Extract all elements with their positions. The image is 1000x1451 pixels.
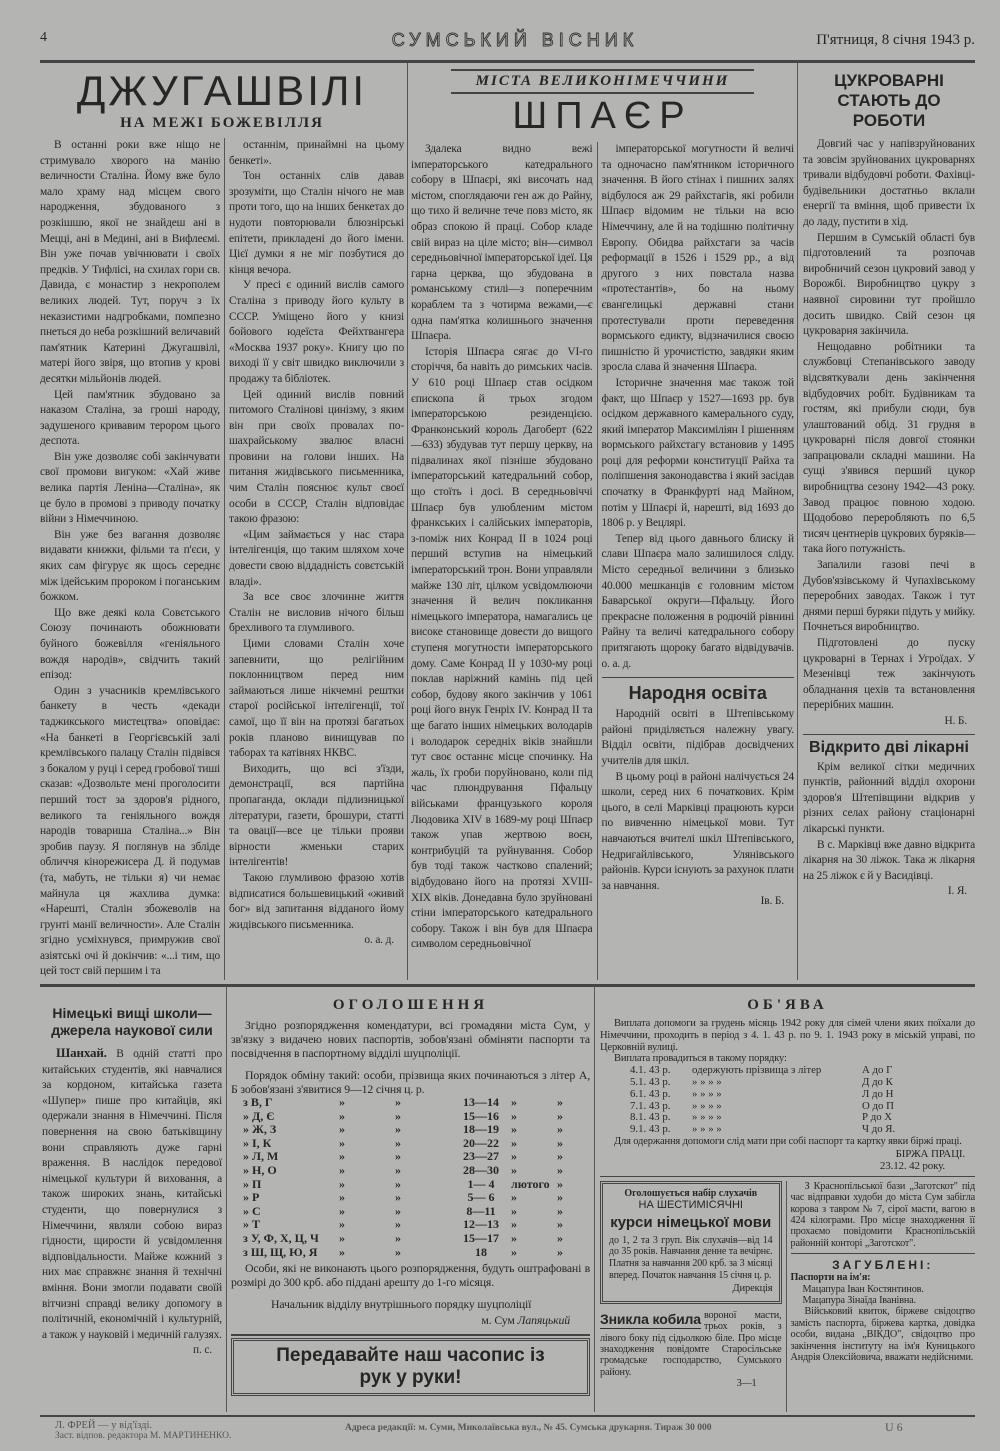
- schedule-ditto: »: [339, 1244, 345, 1259]
- page-number: 4: [40, 30, 47, 45]
- lost-text: Військовий квиток, біржеве свідоцтво замість паспорта, біржева картка, довідка особи, видана „ВІКДО", свідоцтво про закінчення інституту на ім'я Куницького Андрія Олексійовича, вважати недійсними.: [790, 1306, 975, 1364]
- paragraph: Запалили газові печі в Дубов'язівському й Чупахівському переробних заводах. Також і тут днями перші буряки підуть у мийку. Почнеться виробництво.: [803, 559, 975, 634]
- paragraph: Підготовлені до пуску цукроварні в Тернах і Угроїдах. У Мезенівці теж закінчують обладнання цехів та встановлення перерібних машин.: [803, 637, 975, 712]
- notice-range: А до Г: [862, 1064, 893, 1077]
- paragraph: Такою глумливою фразою хотів відписатися большевицький «живий бог» від запитання відданого йому жидівського письменника.: [229, 871, 404, 931]
- schedule-ditto: »: [395, 1095, 401, 1110]
- schools-body: В одній статті про китайських студентів, які навчалися за кордоном, китайська газета «Шупер» пише про китайців, які одержали знання в Німеччині. Після повернення на свою батьківщину вони справляють дуже гарні враження. В наслідок передової німецької культури й виховання, а також широких знань, китайські студенти, що повернулися з Німеччини, являли собою вираз гідности, щирости й усвідомлення відповідальности. Майже кожний з них має справжнє знання й технічні вміння. Вони змогли подавати своїй вітчизні справді велику допомогу в політичній, економічній і культурній, а також у науковій і медичній галузях.: [42, 1048, 222, 1341]
- schedule-letters: » С: [243, 1203, 261, 1218]
- sugar-headline: ЦУКРОВАРНІ СТАЮТЬ ДО РОБОТИ: [834, 71, 944, 130]
- schedule-ditto: »: [339, 1163, 345, 1178]
- schedule-letters: з У, Ф, Х, Ц, Ч: [243, 1231, 319, 1245]
- courses-sign: Дирекція: [732, 1283, 773, 1295]
- schedule-letters: » І, К: [243, 1135, 272, 1150]
- speyer-article: [407, 63, 797, 980]
- address: Адреса редакції: м. Суми, Миколаївська вул., № 45. Сумська друкарня. Тираж 30 000: [345, 1423, 712, 1434]
- editor-2: Заст. відпов. редактора М. МАРТИНЕНКО.: [55, 1431, 232, 1442]
- schedule-ditto: »: [339, 1149, 345, 1164]
- paragraph: імператорської могутности й величі та одночасно пам'ятником історичного значення. В його стінах і пишних залях відбулося аж 29 райхстагів, які робили Шпаєр відомим не тільки на всю Німеччину, але й на тодішню політичну Европу. Обидва райхстаги за часів реформації в 1526 і 1529 рр., а від другого з них повстала назва «протестантів», бо на ньому євангелицькі державні стани протестували проти переведення вормського едикту, відзначилися своєю пишністю й урочистістю, завдяки яким зросла слава й значення Шпаєра.: [601, 143, 794, 374]
- announcement-penalty: Особи, які не виконають цього розпорядження, будуть оштрафовані в розмірі до 300 крб. або піддані арешту до 1-го місяця.: [231, 1261, 590, 1290]
- notice-who: » » » »: [692, 1076, 722, 1089]
- schedule-letters: » Р: [243, 1190, 260, 1205]
- education-text: [602, 707, 794, 894]
- stalin-col1: [40, 138, 224, 980]
- paragraph: Тон останніх слів давав зрозуміти, що Сталін нічого не мав проти того, що на інших бенкетах до нудоти повторювали блюзнірські епітети, прикладені до його імени. Цієї думки я не міг позбутися до кінця вечора.: [229, 170, 404, 276]
- paragraph: В с. Марківці вже давно відкрита лікарня на 30 ліжок. Така ж лікарня на 25 ліжок є й у Васидівці.: [803, 838, 975, 882]
- announcement-city: м. Сум: [481, 1312, 515, 1327]
- schedule-month: »: [511, 1231, 517, 1245]
- schedule-dates: 15—17: [463, 1231, 499, 1245]
- schedule-ditto: »: [557, 1122, 563, 1137]
- schedule-dates: 23—27: [463, 1149, 499, 1164]
- schedule-ditto: »: [557, 1176, 563, 1191]
- notice-range: Р до Х: [862, 1111, 893, 1124]
- section-kicker: МІСТА ВЕЛИКОНІМЕЧЧИНИ: [451, 69, 754, 94]
- paragraph: Що вже деякі кола Совєтського Союзу починають обожнювати буйного божевілля «геніяльного вождя народів», свідчить такий епізод:: [40, 606, 220, 682]
- notice-row: [630, 1089, 975, 1101]
- notice-who: одержують прізвища з літер: [692, 1064, 822, 1077]
- signature: Ів. Б.: [760, 895, 784, 908]
- notice-title: ОБ'ЯВА: [747, 997, 828, 1014]
- schedule-ditto: »: [557, 1244, 563, 1259]
- schedule-ditto: »: [557, 1217, 563, 1232]
- divider: [231, 1334, 590, 1336]
- right-column: [797, 63, 975, 980]
- schedule-ditto: »: [339, 1231, 345, 1245]
- mare-num: 3—1: [736, 1378, 757, 1390]
- speyer-col2-wrap: [597, 142, 794, 980]
- notice-range: О до П: [862, 1099, 894, 1112]
- schedule-ditto: »: [557, 1190, 563, 1205]
- mare-text: вороної масти, трьох років, з лівого боку під сідьолкою біле. Про місце знаходження повідомте Старосільське громадське господарство, Сумського району.: [600, 1309, 782, 1378]
- schedule-ditto: »: [339, 1176, 345, 1191]
- notice-row: [630, 1077, 975, 1089]
- announcement-signer: Начальник відділу внутрішнього порядку шуцполіції: [271, 1297, 532, 1312]
- paragraph: Довгий час у напівзруйнованих та зовсім зруйнованих цукроварнях тривали відбудовчі роботи. Фахівці-будівельники достатньо вклали енергії та вміння, щоб привести їх до ладу, пустити в хід.: [803, 138, 975, 228]
- schedule-dates: 5— 6: [467, 1190, 495, 1205]
- bottom-band: [40, 987, 975, 1412]
- announcement-intro: Згідно розпорядження комендатури, всі громадяни міста Сум, у зв'язку з видачею нових паспортів, зобов'язані обміняти паспорти та посвідчення в паспортному відділі шуцполіції.: [231, 1018, 590, 1061]
- signature: Н. Б.: [944, 714, 967, 727]
- paragraph: Він уже дозволяє собі закінчувати свої промови вигуком: «Хай живе велика партія Леніна—Сталіна», як це було в промові з приводу початку війни з Німеччиною.: [40, 450, 220, 526]
- headline: ШПАЄР: [512, 95, 693, 137]
- print-code: U 6: [885, 1420, 903, 1435]
- notice-who: » » » »: [692, 1111, 722, 1124]
- schedule-ditto: »: [339, 1122, 345, 1137]
- signature: п. с.: [193, 1344, 212, 1357]
- schedule-dates: 28—30: [463, 1163, 499, 1178]
- signature: о. а. д.: [364, 934, 394, 947]
- announcement: [226, 987, 594, 1412]
- lost-name: Мацапура Зінаїда Іванівна.: [802, 1295, 916, 1307]
- schedule-ditto: »: [395, 1135, 401, 1150]
- schedule-month: »: [511, 1135, 517, 1150]
- courses-text: до 1, 2 та 3 груп. Вік слухачів—від 14 до 35 років. Навчання денне та вечірнє. Платня за навчання 200 крб. за 3 місяці вперед. Початок навчання 15 січня ц. р.: [609, 1234, 773, 1281]
- schedule-ditto: »: [395, 1190, 401, 1205]
- schedule-dates: 1— 4: [467, 1176, 495, 1191]
- schedule-letters: » Т: [243, 1217, 261, 1232]
- notice-note: Для одержання допомоги слід мати при собі паспорт та картку явки біржі праці.: [614, 1136, 962, 1148]
- schedule-dates: 18: [475, 1244, 487, 1259]
- schedule-ditto: »: [557, 1231, 563, 1245]
- notice-who: » » » »: [692, 1087, 722, 1100]
- lost-ad: [791, 1258, 976, 1363]
- paragraph: Він уже без вагання дозволяє видавати книжки, фільми та п'єси, у яких сам фігурує як щось середнє між ідейським пророком і поганським божком.: [40, 528, 220, 604]
- stalin-col2: [229, 138, 404, 933]
- divider: [791, 1253, 976, 1254]
- editor-1: Л. ФРЕЙ — у від'їзді.: [55, 1420, 152, 1432]
- notice-date: 9.1. 43 р.: [630, 1123, 671, 1136]
- schools-text: [42, 1045, 222, 1343]
- schedule-ditto: »: [339, 1203, 345, 1218]
- schedule-month: »: [511, 1108, 517, 1123]
- lost-sub: Паспорти на ім'я:: [790, 1272, 871, 1284]
- courses-line2: НА ШЕСТИМІСЯЧНІ: [638, 1198, 743, 1211]
- schedule-letters: » П: [243, 1176, 262, 1191]
- schools-headline: Німецькі вищі школи—джерела наукової сили: [51, 1005, 213, 1039]
- courses-line1: Оголошується набір слухачів: [624, 1187, 758, 1199]
- lost-title: ЗАГУБЛЕНІ:: [832, 1258, 934, 1273]
- ads-column: [594, 987, 975, 1412]
- notice-row: [630, 1112, 975, 1124]
- schedule-month: »: [511, 1244, 517, 1259]
- paragraph: Цей пам'ятник збудовано за наказом Сталіна, за гроші народу, задушеного кривавим терором цього деспота.: [40, 388, 220, 448]
- paragraph: Здалека видно вежі імператорського катедрального собору в Шпаєрі, які височать над містом, споглядаючи ген аж до Райну, що тихо й величне тече повз місто, як образ спокою й праці. Собор кладе свій вираз на ціле місто; він—символ середньовічної імператорської ідеї. Ця гарна церква, що збудована в романському стилі—з поперечним кораблем та з чотирма вежами,—є одна пам'ятка колишнього значення Шпаєра.: [411, 143, 593, 343]
- schedule-letters: » Ж, З: [243, 1122, 277, 1137]
- notice-date: 6.1. 43 р.: [630, 1087, 671, 1100]
- courses-ad: [600, 1181, 782, 1304]
- notice-date: 23.12. 42 року.: [879, 1159, 945, 1172]
- divider: [600, 1176, 975, 1177]
- paragraph: «Цим займається у нас стара інтелігенція, що таким шляхом хоче довести свою віддадність совєтській владі».: [229, 528, 404, 588]
- pass-on-slogan: Передавайте наш часопис із рук у руки!: [231, 1338, 590, 1396]
- notice: [600, 997, 975, 1172]
- announcement-order: Порядок обміну такий: особи, прізвища яких починаються з літер А, Б зобов'язані з'явитися 9—12 січня ц. р.: [231, 1068, 590, 1097]
- schedule-ditto: »: [557, 1095, 563, 1110]
- schedule-ditto: »: [339, 1108, 345, 1123]
- dateline: Шанхай.: [56, 1045, 107, 1061]
- notice-signer: БІРЖА ПРАЦІ.: [895, 1147, 965, 1160]
- schedule-dates: 18—19: [463, 1122, 499, 1137]
- schedule-dates: 8—11: [466, 1203, 496, 1218]
- paragraph: Цими словами Сталін хоче запевнити, що релігійним поклонництвом перед ним займаються лише нікчемні рештки старої російської інтелігенції, тої самої, що її він на протязі багатьох років планово винищував по таборах та катівнях НКВС.: [229, 638, 404, 760]
- paragraph: Крім великої сітки медичних пунктів, районний відділ охорони здоров'я Штепівщини відкрив у різних селах району стаціонарні лікарські пункти.: [803, 760, 975, 835]
- notice-intro: Виплата допомоги за грудень місяць 1942 року для сімей члени яких поїхали до Німеччини, проходить в період з 4. 1. 43 р. по 9. 1. 1943 року в міській управі, по Церковній вулиці.: [600, 1018, 975, 1053]
- paragraph: Цей одиний вислів повний питомого Сталінові цинізму, з яким він при своїх провалах по-шахрайському звалює власні провини на голови інших. На питання жидівського письменника, чим Сталін пояснює культ своєї особи в СССР, Сталін відповідає такою фразою:: [229, 388, 404, 526]
- notice-table: [630, 1065, 975, 1136]
- mare-ad: [600, 1310, 782, 1390]
- mare-title: Зникла кобила: [600, 1310, 701, 1327]
- paragraph: В цьому році в районі налічується 24 школи, серед них 6 початкових. Крім цього, в селі Марківці працюють курси по вивченню німецької мови. Тут навчаються вчителі шкіл Штепівського, Недригайлівського, Улянівського районів. Курси існують за рахунок плати за навчання.: [601, 770, 794, 892]
- paragraph: За все своє злочинне життя Сталін не висловив нічого більш брехливого та глумливого.: [229, 591, 404, 635]
- stalin-col2-wrap: [224, 138, 404, 980]
- paragraph: Історичне значення має також той факт, що Шпаєр у 1527—1693 рр. був осідком державного камерального суду, який імператор Максиміліян I рішенням вормського райхстагу встановив у 1495 році для реформи конституції Райха та поліпшення законодавства і який засідав спочатку в Франкфурті над Майном, потім у Шпаєрі й, нарешті, від 1693 до 1806 р. у Вецлярі.: [601, 376, 794, 530]
- hospitals-headline: Відкрито дві лікарні: [809, 738, 969, 756]
- notice-who: » » » »: [692, 1123, 722, 1136]
- schedule-ditto: »: [395, 1108, 401, 1123]
- schedule-ditto: »: [395, 1176, 401, 1191]
- schedule-ditto: »: [557, 1135, 563, 1150]
- masthead: [40, 30, 975, 60]
- schedule-dates: 13—14: [463, 1095, 499, 1110]
- divider: [602, 677, 794, 678]
- notice-range: Ч до Я.: [862, 1123, 896, 1136]
- schedule-ditto: »: [395, 1244, 401, 1259]
- schedule-ditto: »: [395, 1217, 401, 1232]
- paragraph: Виходить, що всі з'їзди, демонстрації, вся партійна пропаганда, оклади підлизницької літератури, газети, брошури, статті та овації—все це тільки прояви вірности жменьки старих інтелігентів!: [229, 762, 404, 869]
- schedule-month: »: [511, 1095, 517, 1110]
- schedule-table: [243, 1096, 590, 1259]
- schedule-letters: » Н, О: [243, 1163, 277, 1178]
- schedule-ditto: »: [339, 1095, 345, 1110]
- schedule-letters: з В, Г: [243, 1095, 273, 1110]
- paragraph: Тепер від цього давнього блиску й слави Шпаєра мало залишилося сліду. Місто середньої величини з близько 40.000 мешканців є головним містом Баварської округи—Пфальцу. Його прекрасне положення в родючій рівнині Райну та величі катедрального собору притягають щороку багато відвідувачів. о. а. д.: [601, 532, 794, 670]
- announcement-title: ОГОЛОШЕННЯ: [332, 997, 489, 1014]
- schedule-ditto: »: [557, 1108, 563, 1123]
- schedule-letters: » Л, М: [243, 1149, 279, 1164]
- schedule-month: »: [511, 1149, 517, 1164]
- schedule-ditto: »: [339, 1135, 345, 1150]
- schedule-dates: 12—13: [463, 1217, 499, 1232]
- notice-row: [630, 1065, 975, 1077]
- schedule-ditto: »: [557, 1203, 563, 1218]
- paragraph: В останні роки вже ніщо не стримувало хворого на манію величности Сталіна. Йому вже було мало храму над місцем свого народження, збудованого з розкішшю, якої не знайдеш ані в Мецці, ані в Медині, ані в Вифлеємі. Він уже почав увічнювати і своїх предків. У Тифлісі, на схилах гори св. Давида, є монастир з некрополем великих людей. Тут, поруч з їх неказистими надгробками, помпезно пнеться до неба розкішний величавий пам'ятник Катерині Джугашвілі, матері його звіря, що втопив у крові десятки мільйонів людей.: [40, 139, 220, 385]
- subheadline: НА МЕЖІ БОЖЕВІЛЛЯ: [120, 115, 324, 131]
- schedule-letters: з Ш, Щ, Ю, Я: [243, 1244, 318, 1259]
- schedule-month: »: [511, 1190, 517, 1205]
- lost-name: Мацапура Іван Костянтинов.: [802, 1283, 924, 1295]
- schedule-ditto: »: [395, 1163, 401, 1178]
- courses-title: курси німецької мови: [610, 1213, 772, 1231]
- footer: [40, 1417, 975, 1441]
- paragraph: Першим в Сумській області був підготовлений та розпочав виробничий сезон цукровий завод у Ворожбі. Виробництво цукру з наявної сировини тут пройшло досить швидко. Свій сезон ця цукроварня закінчила.: [803, 231, 975, 338]
- paragraph: Один з учасників кремлівського банкету в честь «декади таджикського мистецтва» оповідає: «На банкеті в Георгієвській залі кремлівського палацу Сталін підвівся з бокалом у руці і серед гробової тиші сказав: «Дозвольте мені проголосити перший тост за здоров'я рідного, великого та геніяльного вождя народів товариша Сталіна...» Він зробив паузу. Я поглянув на збліде обличчя кінорежисера Д. й подумав (та, мабуть, не тільки я) чи немає майнула ця жахлива думка: «Нарешті, Сталін збожеволів на грунті манії величности». Але Сталін згідно усміхнувся, примружив свої азіятські очі й докінчив: «...і тим, що цей тост свій першим і та: [40, 684, 220, 978]
- schedule-month: »: [511, 1122, 517, 1137]
- notice-row: [630, 1101, 975, 1113]
- sugar-text: [803, 137, 975, 714]
- schedule-ditto: »: [395, 1231, 401, 1245]
- notice-who: » » » »: [692, 1099, 722, 1112]
- speyer-col2: [602, 142, 794, 672]
- cow-ad: [791, 1181, 976, 1249]
- issue-date: П'ятниця, 8 січня 1943 р.: [816, 32, 975, 48]
- hospitals-text: [803, 760, 975, 885]
- notice-date: 8.1. 43 р.: [630, 1111, 671, 1124]
- schedule-ditto: »: [395, 1203, 401, 1218]
- notice-row: [630, 1124, 975, 1136]
- cow-text: З Краснопільської бази „Заготскот" під час відправки худоби до міста Сум забігла корова з тавром № 7, сірої масти, вагою в 424 кілограми. Про місце знаходження її прохаємо повідомити Краснопільській районній конторі „Заготскот".: [790, 1180, 975, 1249]
- schedule-ditto: »: [339, 1190, 345, 1205]
- newspaper-name: СУМСЬКИЙ ВІСНИК: [391, 30, 639, 50]
- paragraph: Історія Шпаєра сягає до VI-го сторіччя, ба навіть до римських часів. У 610 році Шпаєр став осідком єпископа й трьох згодом імператорською резиденцією. Франконський король Дагоберт (622—633) збудував тут першу церкву, на підвалинах якої пізніше збудовано імператорський катедральний собор, що стоїть і досі. В середньовіччі Шпаєр був улюбленим містом франкських і салійських імператорів, з-поміж них Конрад II в 1024 році перший вступив на німецький імператорський трон. Вони управляли майже 130 літ, цілком усвідомлюючи значення й велич покликання німецького імператора, намагались це високе становище довести до вищого ступеня могутности імператорського дому. Саме Конрад II у 1030-му році поклав наріжний камінь під цей собор, будову якого закінчив у 1061 році його внук Генріх IV. Конрад II та ще багато інших німецьких володарів і володарок середніх віків знайшли тут своє останнє місце спочинку. На жаль, їх гроби поруйновано, коли під час плюндрування Пфальцу військами французького короля Людовика XIV в 1689-му році Шпаєр також упав жертвою воєн, контрибуцій та руйнування. Собор був тоді також частково спалений; відбудовано його на протязі XVIII-XIX віків. Донедавна було зруйновані стіни імператорського катедрального собору. Також і він був для Шпаєра символом середньовічної: [411, 345, 593, 951]
- signature: І. Я.: [947, 885, 967, 898]
- stalin-article: [40, 63, 407, 980]
- schedule-month: »: [511, 1163, 517, 1178]
- schedule-letters: » Д, Є: [243, 1108, 275, 1123]
- schedule-month: лютого: [511, 1176, 550, 1191]
- notice-range: Л до Н: [862, 1087, 894, 1100]
- schedule-dates: 20—22: [463, 1135, 499, 1150]
- notice-range: Д до К: [862, 1076, 893, 1089]
- schedule-dates: 15—16: [463, 1108, 499, 1123]
- headline: ДЖУГАШВІЛІ: [76, 67, 368, 114]
- schools-article: [40, 987, 226, 1412]
- paragraph: У пресі є одиний вислів самого Сталіна з приводу його культу в СССР. Уміщено його у книзі бойового юдеїста Фейхтвангера «Москва 1937 року». Книгу цю по виході її у світ швидко виключили з продажу та бібліотек.: [229, 279, 404, 385]
- schedule-ditto: »: [395, 1122, 401, 1137]
- schedule-month: »: [511, 1203, 517, 1218]
- notice-date: 4.1. 43 р.: [630, 1064, 671, 1077]
- speyer-col1: [411, 142, 597, 980]
- notice-date: 7.1. 43 р.: [630, 1099, 671, 1112]
- schedule-month: »: [511, 1217, 517, 1232]
- schedule-ditto: »: [339, 1217, 345, 1232]
- announcement-name: Лапяцький: [517, 1312, 570, 1327]
- notice-order: Виплата провадиться в такому порядку:: [614, 1053, 787, 1065]
- education-headline: Народня освіта: [628, 683, 767, 704]
- paragraph: останнім, принаймні на цьому бенкеті».: [229, 139, 404, 167]
- divider: [803, 734, 975, 735]
- schedule-ditto: »: [395, 1149, 401, 1164]
- top-band: [40, 63, 975, 980]
- notice-date: 5.1. 43 р.: [630, 1076, 671, 1089]
- paragraph: Нещодавно робітники та службовці Степанівського заводу відсвяткували день закінчення відбудовчих робіт. Будівникам та гостям, які прибули сюди, був улаштований обід. 31 грудня в цукроварні після довгої стоянки запрацювали складні машини. На сущі з'явився перший цукор виробництва сезону 1942—43 року. Завод працює повною ходою. Щодобово переробляють по 6,5 тисяч центнерів цукрових буряків—така його потужність.: [803, 340, 975, 556]
- schedule-ditto: »: [557, 1149, 563, 1164]
- paragraph: Народній освіті в Штепівському районі приділяється належну увагу. Відділ освіти, підібрав досвідчених учителів для шкіл.: [601, 708, 794, 767]
- schedule-ditto: »: [557, 1163, 563, 1178]
